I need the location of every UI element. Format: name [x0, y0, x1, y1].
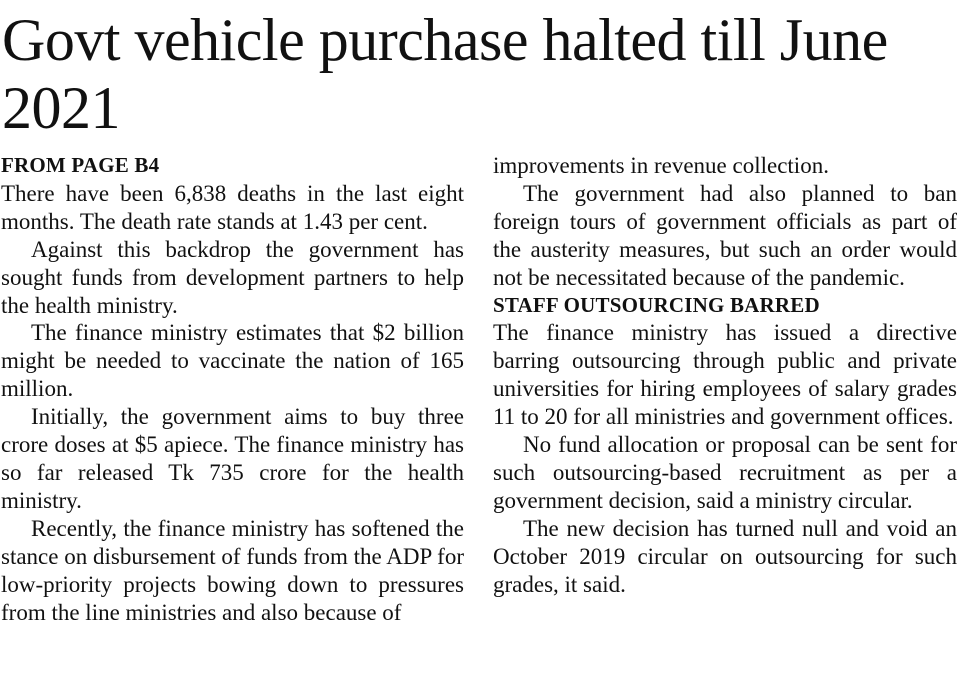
body-paragraph: Against this backdrop the government has sought funds from development partners to help the health ministry.: [1, 236, 464, 318]
body-paragraph: The new decision has turned null and void an October 2019 circular on outsourcing for such grades, it said.: [493, 515, 957, 597]
continued-paragraph: improvements in revenue collection.: [493, 153, 829, 178]
section-subhead: STAFF OUTSOURCING BARRED: [493, 292, 820, 317]
body-paragraph: There have been 6,838 deaths in the last eight months. The death rate stands at 1.43 per cent.: [1, 180, 464, 234]
body-paragraph: The finance ministry has issued a directive barring outsourcing through public and private universities for hiring employees of salary grades 11 to 20 for all ministries and government offices.: [493, 320, 957, 430]
headline: Govt vehicle purchase halted till June 2021: [2, 7, 888, 141]
body-paragraph: The government had also planned to ban foreign tours of government officials as part of the austerity measures, but such an order would not be necessitated because of the pandemic.: [493, 180, 957, 290]
left-column: [1, 152, 464, 626]
body-paragraph: Recently, the finance ministry has softened the stance on disbursement of funds from the ADP for low-priority projects bowing down to pressures from the line ministries and also because of: [1, 515, 464, 625]
body-paragraph: Initially, the government aims to buy three crore doses at $5 apiece. The finance ministry has so far released Tk 735 crore for the health ministry.: [1, 404, 464, 513]
body-paragraph: The finance ministry estimates that $2 billion might be needed to vaccinate the nation of 165 million.: [1, 320, 464, 402]
body-paragraph: No fund allocation or proposal can be sent for such outsourcing-based recruitment as per a government decision, said a ministry circular.: [493, 432, 957, 513]
right-column: [493, 152, 957, 599]
jump-line: FROM PAGE B4: [1, 153, 160, 177]
